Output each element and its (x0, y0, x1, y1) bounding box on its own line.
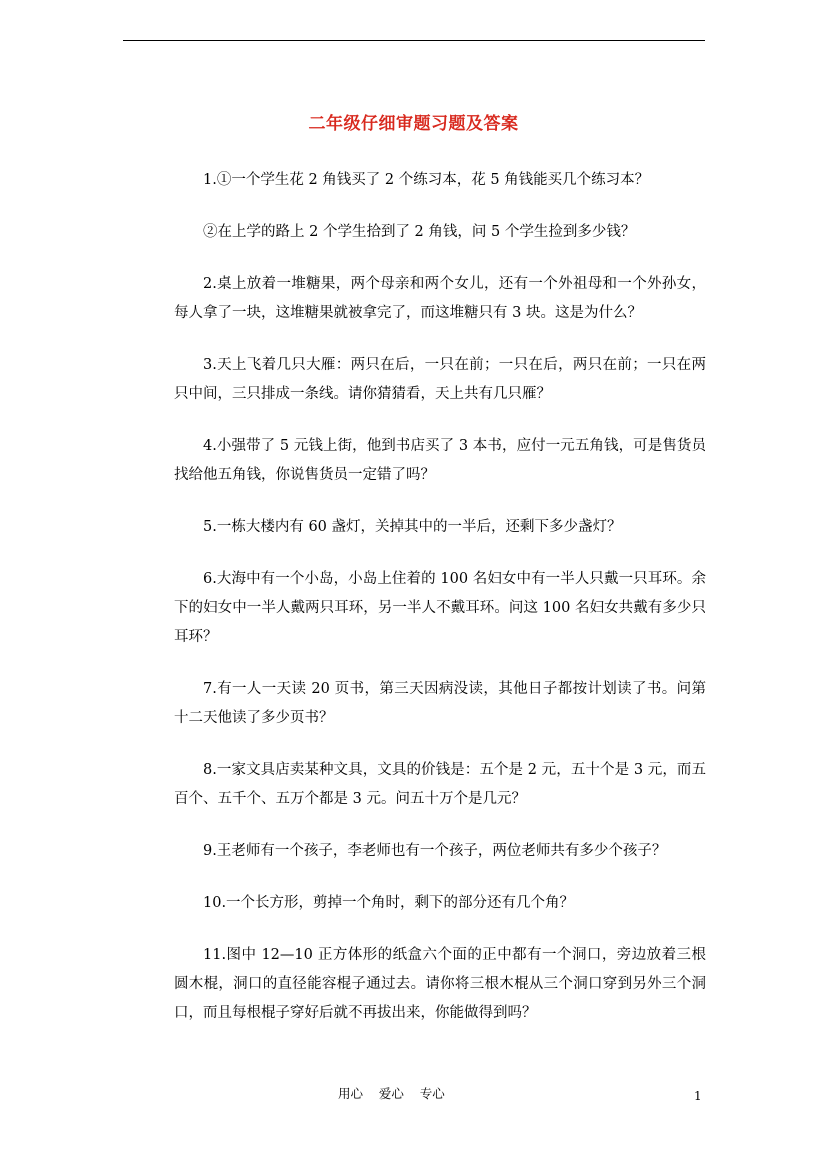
question-8: 8.一家文具店卖某种文具，文具的价钱是：五个是 2 元，五十个是 3 元，而五百个、五千个、五万个都是 3 元。问五十万个是几元？ (174, 762, 706, 807)
question-7: 7.有一人一天读 20 页书，第三天因病没读，其他日子都按计划读了书。问第十二天他读了多少页书？ (174, 681, 706, 726)
question-10: 10.一个长方形，剪掉一个角时，剩下的部分还有几个角？ (203, 895, 575, 911)
question-9: 9.王老师有一个孩子，李老师也有一个孩子，两位老师共有多少个孩子？ (203, 843, 667, 859)
question-3: 3.天上飞着几只大雁：两只在后，一只在前；一只在后，两只在前；一只在两只中间，三只排成一条线。请你猜猜看，天上共有几只雁？ (174, 357, 706, 402)
question-1-part-1: 1.①一个学生花 2 角钱买了 2 个练习本，花 5 角钱能买几个练习本？ (203, 172, 650, 188)
document-title: 二年级仔细审题习题及答案 (308, 114, 519, 134)
page-number: 1 (694, 1089, 702, 1103)
header-rule (123, 40, 705, 41)
question-6: 6.大海中有一个小岛，小岛上住着的 100 名妇女中有一半人只戴一只耳环。余下的妇女中一半人戴两只耳环，另一半人不戴耳环。问这 100 名妇女共戴有多少只耳环？ (174, 571, 706, 645)
question-1-part-2: ②在上学的路上 2 个学生拾到了 2 角钱，问 5 个学生捡到多少钱？ (203, 224, 636, 240)
question-2: 2.桌上放着一堆糖果，两个母亲和两个女儿，还有一个外祖母和一个外孙女，每人拿了一块，这堆糖果就被拿完了，而这堆糖只有 3 块。这是为什么？ (174, 276, 706, 321)
footer-motto: 用心 爱心 专心 (338, 1086, 445, 1101)
question-11: 11.图中 12—10 正方体形的纸盒六个面的正中都有一个洞口，旁边放着三根圆木棍，洞口的直径能容棍子通过去。请你将三根木棍从三个洞口穿到另外三个洞口，而且每根棍子穿好后就不再拔出来，你能做得到吗？ (174, 947, 706, 1021)
document-body (174, 166, 706, 1051)
question-4: 4.小强带了 5 元钱上街，他到书店买了 3 本书，应付一元五角钱，可是售货员找给他五角钱，你说售货员一定错了吗？ (174, 438, 706, 483)
question-5: 5.一栋大楼内有 60 盏灯，关掉其中的一半后，还剩下多少盏灯？ (203, 519, 622, 535)
